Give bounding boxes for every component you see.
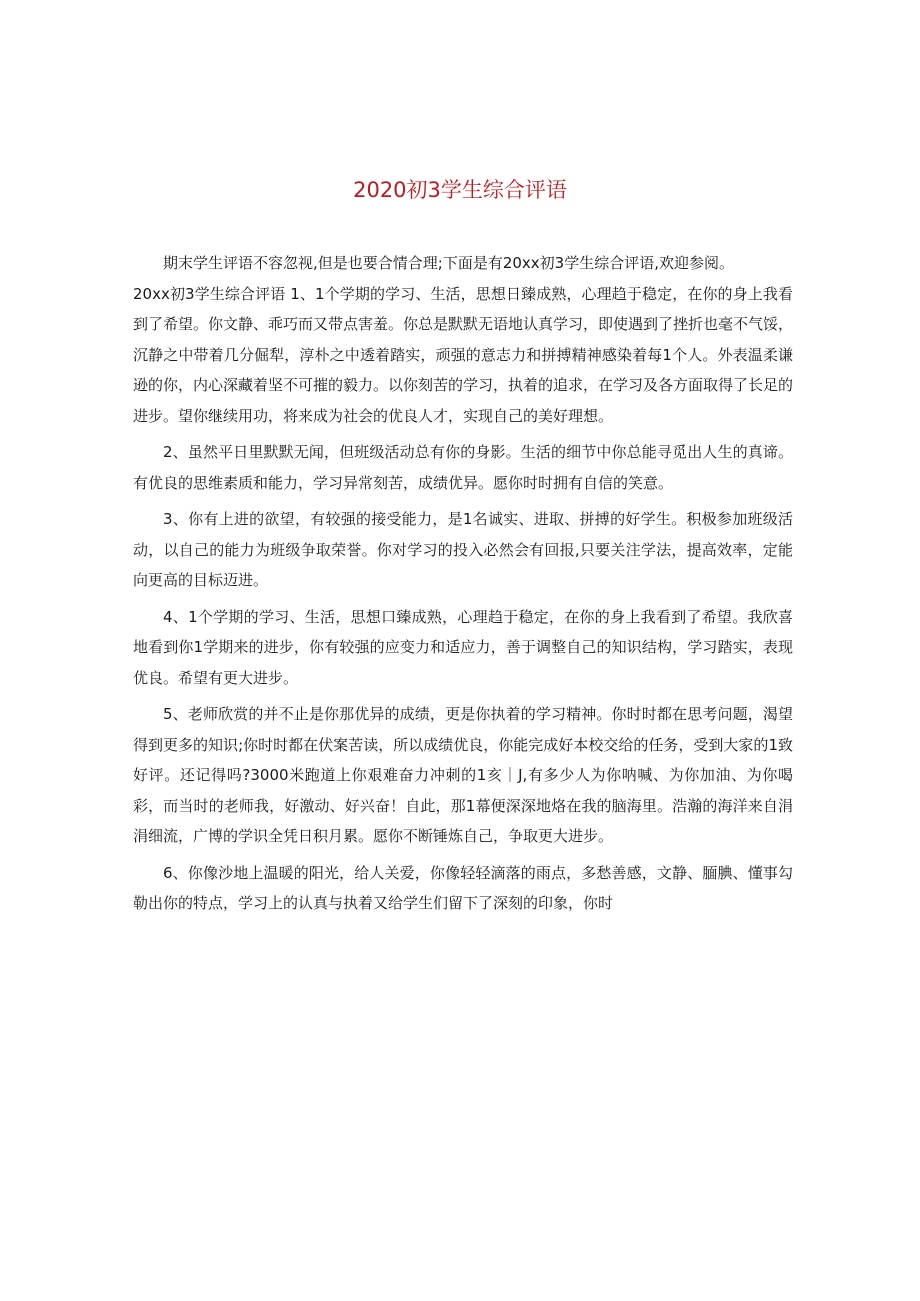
intro-paragraph: 期末学生评语不容忽视,但是也要合情合理;下面是有20xx初3学生综合评语,欢迎参阅。 bbox=[163, 254, 734, 272]
comment-paragraph-5: 5、老师欣赏的并不止是你那优异的成绩，更是你执着的学习精神。你时时都在思考问题，渴望得到更多的知识;你时时都在伏案苦读，所以成绩优良，你能完成好本校交给的任务，受到大家的1致好评。还记得吗?3000米跑道上你艰难奋力冲刺的1亥｜J,有多少人为你呐喊、为你加油、为你喝彩，而当时的老师我，好激动、好兴奋！自此，那1幕便深深地烙在我的脑海里。浩瀚的海洋来自涓涓细流，广博的学识全凭日积月累。愿你不断锤炼自己，争取更大进步。 bbox=[133, 705, 793, 845]
document-body bbox=[133, 248, 793, 919]
comment-paragraph-3: 3、你有上进的欲望，有较强的接受能力，是1名诚实、进取、拼搏的好学生。积极参加班级活动，以自己的能力为班级争取荣誉。你对学习的投入必然会有回报,只要关注学法，提高效率，定能向更高的目标迈进。 bbox=[133, 510, 793, 589]
comment-paragraph-1: 20xx初3学生综合评语 1、1个学期的学习、生活，思想日臻成熟，心理趋于稳定，在你的身上我看到了希望。你文静、乖巧而又带点害羞。你总是默默无语地认真学习，即使遇到了挫折也毫不气馁，沉静之中带着几分倔犁，淳朴之中透着踏实，顽强的意志力和拼搏精神感染着每1个人。外表温柔谦逊的你，内心深藏着坚不可摧的毅力。以你刻苦的学习，执着的追求，在学习及各方面取得了长足的进步。望你继续用功，将来成为社会的优良人才，实现自己的美好理想。 bbox=[133, 284, 794, 425]
comment-paragraph-6: 6、你像沙地上温暖的阳光，给人关爱，你像轻轻滴落的雨点，多愁善感，文静、腼腆、懂事勾勒出你的特点，学习上的认真与执着又给学生们留下了深刻的印象，你时 bbox=[133, 863, 793, 912]
comment-paragraph-4: 4、1个学期的学习、生活，思想口臻成熟，心理趋于稳定，在你的身上我看到了希望。我欣喜地看到你1学期来的进步，你有较强的应变力和适应力，善于调整自己的知识结构，学习踏实，表现优良。希望有更大进步。 bbox=[133, 607, 793, 687]
document-title: 2020初3学生综合评语 bbox=[353, 178, 567, 202]
comment-paragraph-2: 2、虽然平日里默默无闻，但班级活动总有你的身影。生活的细节中你总能寻觅出人生的真谛。有优良的思维素质和能力，学习异常刻苦，成绩优异。愿你时时拥有自信的笑意。 bbox=[133, 443, 793, 492]
